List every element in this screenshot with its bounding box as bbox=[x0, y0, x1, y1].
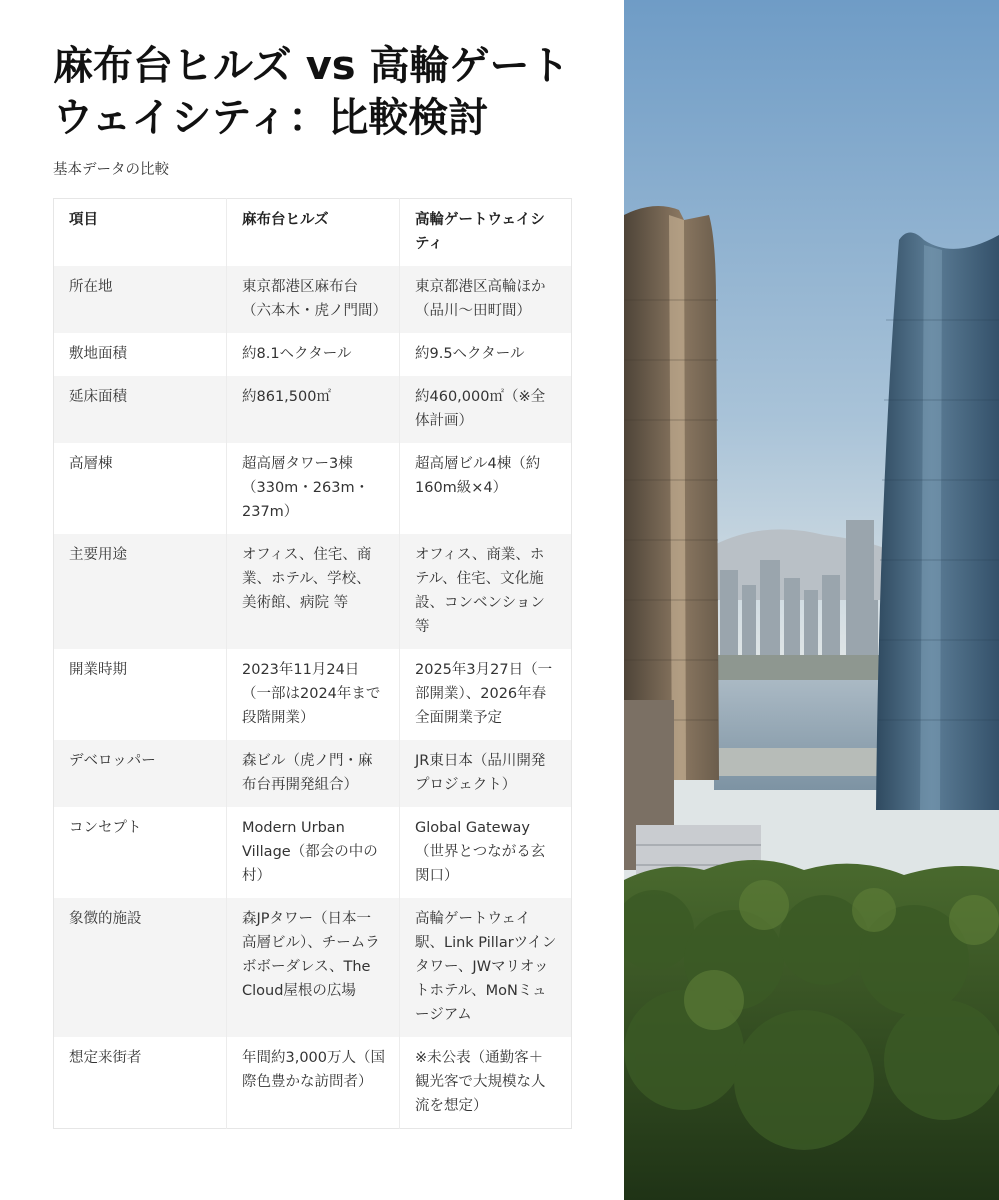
azabudai-cell: 2023年11月24日（一部は2024年まで段階開業） bbox=[227, 649, 400, 740]
takanawa-cell: 約9.5ヘクタール bbox=[400, 333, 572, 376]
takanawa-cell: ※未公表（通勤客＋観光客で大規模な人流を想定） bbox=[400, 1037, 572, 1129]
header-item: 項目 bbox=[54, 199, 227, 267]
table-row bbox=[54, 898, 572, 1037]
table-row bbox=[54, 333, 572, 376]
header-azabudai: 麻布台ヒルズ bbox=[227, 199, 400, 267]
page-title: 麻布台ヒルズ vs 高輪ゲートウェイシティ：比較検討 bbox=[53, 43, 570, 141]
table-row bbox=[54, 740, 572, 807]
table-row bbox=[54, 376, 572, 443]
azabudai-cell: Modern Urban Village（都会の中の村） bbox=[227, 807, 400, 898]
takanawa-cell: Global Gateway（世界とつながる玄関口） bbox=[400, 807, 572, 898]
row-label: 想定来街者 bbox=[54, 1037, 227, 1129]
azabudai-cell: 約8.1ヘクタール bbox=[227, 333, 400, 376]
table-row bbox=[54, 266, 572, 333]
row-label: 敷地面積 bbox=[54, 333, 227, 376]
azabudai-cell: 森JPタワー（日本一高層ビル）、チームラボボーダレス、The Cloud屋根の広場 bbox=[227, 898, 400, 1037]
takanawa-cell: JR東日本（品川開発プロジェクト） bbox=[400, 740, 572, 807]
header-takanawa: 高輪ゲートウェイシティ bbox=[400, 199, 572, 267]
takanawa-cell: 東京都港区高輪ほか（品川〜田町間） bbox=[400, 266, 572, 333]
row-label: コンセプト bbox=[54, 807, 227, 898]
takanawa-cell: オフィス、商業、ホテル、住宅、文化施設、コンベンション等 bbox=[400, 534, 572, 649]
takanawa-cell: 2025年3月27日（一部開業）、2026年春全面開業予定 bbox=[400, 649, 572, 740]
row-label: 高層棟 bbox=[54, 443, 227, 534]
azabudai-cell: 森ビル（虎ノ門・麻布台再開発組合） bbox=[227, 740, 400, 807]
azabudai-cell: 超高層タワー3棟（330m・263m・237m） bbox=[227, 443, 400, 534]
table-caption: 基本データの比較 bbox=[53, 162, 169, 178]
table-row bbox=[54, 649, 572, 740]
azabudai-cell: オフィス、住宅、商業、ホテル、学校、美術館、病院 等 bbox=[227, 534, 400, 649]
row-label: 延床面積 bbox=[54, 376, 227, 443]
table-row bbox=[54, 443, 572, 534]
row-label: デベロッパー bbox=[54, 740, 227, 807]
row-label: 象徴的施設 bbox=[54, 898, 227, 1037]
azabudai-cell: 東京都港区麻布台（六本木・虎ノ門間） bbox=[227, 266, 400, 333]
takanawa-cell: 約460,000㎡（※全体計画） bbox=[400, 376, 572, 443]
row-label: 所在地 bbox=[54, 266, 227, 333]
row-label: 主要用途 bbox=[54, 534, 227, 649]
table-row bbox=[54, 1037, 572, 1129]
row-label: 開業時期 bbox=[54, 649, 227, 740]
table-header bbox=[54, 199, 572, 267]
azabudai-cell: 年間約3,000万人（国際色豊かな訪問者） bbox=[227, 1037, 400, 1129]
table-row bbox=[54, 807, 572, 898]
takanawa-cell: 超高層ビル4棟（約160m級×4） bbox=[400, 443, 572, 534]
city-skyline-photo bbox=[624, 0, 999, 1200]
azabudai-cell: 約861,500㎡ bbox=[227, 376, 400, 443]
table-row bbox=[54, 534, 572, 649]
comparison-table bbox=[53, 198, 572, 1129]
takanawa-cell: 高輪ゲートウェイ駅、Link Pillarツインタワー、JWマリオットホテル、MoNミュージアム bbox=[400, 898, 572, 1037]
